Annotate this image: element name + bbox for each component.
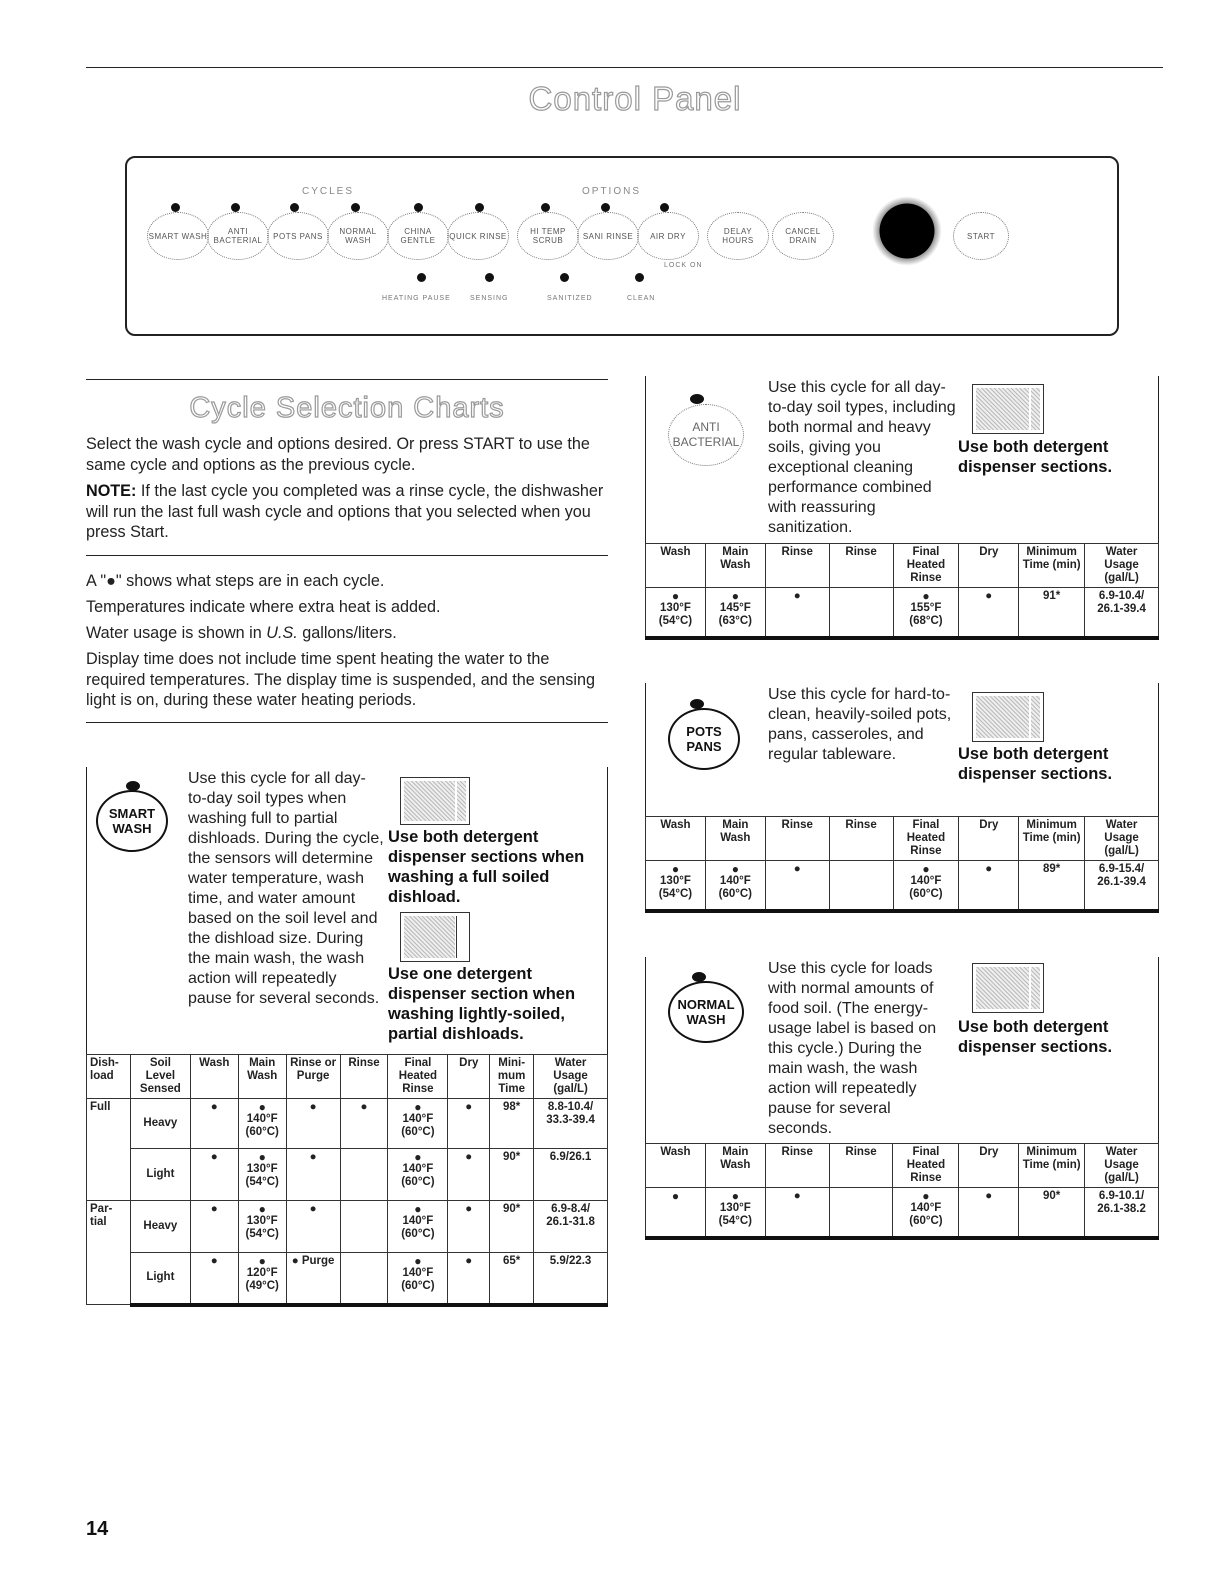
cell-wash-dot: ● <box>671 862 680 876</box>
cell-main-temp: 140°F (60°C) <box>245 1113 279 1138</box>
cell-wash: ● <box>190 1099 238 1149</box>
cell-soil: Heavy <box>130 1201 190 1253</box>
detergent-dispenser-icon <box>400 777 470 825</box>
dial-knob <box>872 196 942 266</box>
header-final-heated-rinse: Final Heated Rinse <box>893 817 959 861</box>
indicator-dot <box>290 203 299 212</box>
smart-wash-note-both: Use both detergent dispenser sections when washing a full soiled dishload. <box>388 828 585 906</box>
cell-rinse <box>340 1149 388 1201</box>
cell-final-temp: 140°F (60°C) <box>401 1163 435 1188</box>
indicator-dot <box>171 203 180 212</box>
cell-final-rinse <box>388 1099 448 1149</box>
header-wash: Wash <box>190 1055 238 1099</box>
control-panel-illustration <box>125 156 1119 336</box>
cell-final-dot: ● <box>414 1100 422 1114</box>
cell-wash <box>646 861 706 911</box>
china-gentle-button: CHINA GENTLE <box>387 212 449 260</box>
header-dry: Dry <box>959 1144 1019 1188</box>
cell-wash-temp: 130°F (54°C) <box>658 875 693 900</box>
cell-wash: ● <box>190 1253 238 1305</box>
cell-wash-temp: 130°F (54°C) <box>658 602 693 627</box>
status-sanitized: SANITIZED <box>547 295 593 302</box>
header-main-wash: Main Wash <box>238 1055 286 1099</box>
header-minimum-time: Minimum Time (min) <box>1019 817 1085 861</box>
cell-main-wash <box>705 861 765 911</box>
header-main-wash: Main Wash <box>705 544 765 588</box>
page-number: 14 <box>86 1518 109 1540</box>
cell-final-dot: ● <box>922 1189 930 1203</box>
pots-pans-badge: POTS PANS <box>668 708 740 770</box>
cell-main-wash <box>238 1149 286 1201</box>
cell-water: 6.9-10.1/ 26.1-38.2 <box>1085 1188 1159 1238</box>
cell-rinse: ● <box>765 588 829 638</box>
status-dot <box>635 273 644 282</box>
cell-final-temp: 155°F (68°C) <box>909 602 943 627</box>
anti-bacterial-button: ANTI BACTERIAL <box>207 212 269 260</box>
detergent-dispenser-icon <box>972 692 1044 742</box>
cell-dry: ● <box>959 1188 1019 1238</box>
quick-rinse-button: QUICK RINSE <box>447 212 509 260</box>
anti-bacterial-note: Use both detergent dispenser sections. <box>958 438 1113 476</box>
water-usage-b: gallons/liters. <box>297 624 397 642</box>
smart-wash-badge: SMART WASH <box>96 790 168 852</box>
header-rinse: Rinse <box>340 1055 388 1099</box>
smart-wash-table <box>86 1054 608 1307</box>
block-border-right <box>1158 376 1159 544</box>
legend-text: A "●" shows what steps are in each cycle. <box>86 572 385 590</box>
cell-soil: Heavy <box>130 1099 190 1149</box>
cell-final-dot: ● <box>414 1150 422 1164</box>
cell-final-rinse <box>388 1149 448 1201</box>
header-rinse: Rinse <box>829 544 893 588</box>
options-label: OPTIONS <box>582 186 642 197</box>
water-usage-a: Water usage is shown in <box>86 624 267 642</box>
cell-rinse <box>340 1253 388 1305</box>
header-water-usage: Water Usage (gal/L) <box>1085 1144 1159 1188</box>
block-border-left <box>645 683 646 817</box>
cell-wash <box>646 1188 706 1238</box>
pots-pans-description: Use this cycle for hard-to-clean, heavily-soiled pots, pans, casseroles, and regular tableware. <box>768 686 952 763</box>
cell-time: 90* <box>1019 1188 1085 1238</box>
cell-rinse <box>340 1201 388 1253</box>
top-rule <box>86 67 1163 68</box>
indicator-dot <box>541 203 550 212</box>
cell-dry: ● <box>448 1253 490 1305</box>
cell-main-wash <box>238 1099 286 1149</box>
header-main-wash: Main Wash <box>705 817 765 861</box>
cell-main-dot: ● <box>731 862 739 876</box>
normal-wash-table <box>645 1143 1159 1240</box>
status-heating-pause: HEATING PAUSE <box>382 295 451 302</box>
status-dot <box>485 273 494 282</box>
cell-main-temp: 140°F (60°C) <box>718 875 753 900</box>
cell-final-rinse <box>893 1188 959 1238</box>
normal-wash-button: NORMAL WASH <box>327 212 389 260</box>
header-dry: Dry <box>448 1055 490 1099</box>
sani-rinse-button: SANI RINSE <box>577 212 639 260</box>
cell-dry: ● <box>959 861 1019 911</box>
cell-wash-dot: ● <box>671 1189 680 1203</box>
header-dry: Dry <box>959 544 1019 588</box>
water-usage-text <box>86 623 608 644</box>
divider <box>86 722 608 723</box>
intro-paragraph: Select the wash cycle and options desired. Or press START to use the same cycle and options as the previous cycle. <box>86 435 590 474</box>
cell-main-temp: 130°F (54°C) <box>245 1163 279 1188</box>
section-title: Cycle Selection Charts <box>189 392 505 424</box>
cell-main-dot: ● <box>731 589 739 603</box>
cell-rinse: ● <box>340 1099 388 1149</box>
cell-rinse-purge: ● <box>286 1201 340 1253</box>
air-dry-button: AIR DRY <box>637 212 699 260</box>
cell-wash: ● <box>190 1201 238 1253</box>
header-final-heated-rinse: Final Heated Rinse <box>388 1055 448 1099</box>
lock-label: LOCK ON <box>664 262 703 269</box>
cell-time: 89* <box>1019 861 1085 911</box>
cell-water: 6.9-8.4/ 26.1-31.8 <box>534 1201 608 1253</box>
normal-wash-badge: NORMAL WASH <box>668 981 744 1043</box>
cell-main-temp: 120°F (49°C) <box>245 1267 279 1292</box>
cell-final-rinse <box>388 1253 448 1305</box>
detergent-dispenser-icon <box>400 912 470 962</box>
header-wash: Wash <box>646 544 706 588</box>
cell-dry: ● <box>448 1201 490 1253</box>
cell-rinse: ● <box>765 861 829 911</box>
pots-pans-note: Use both detergent dispenser sections. <box>958 745 1113 783</box>
header-rinse: Rinse <box>765 817 829 861</box>
badge-dot <box>690 394 704 404</box>
pots-pans-table <box>645 816 1159 913</box>
cell-dry: ● <box>448 1149 490 1201</box>
indicator-dot <box>475 203 484 212</box>
cell-main-temp: 130°F (54°C) <box>245 1215 279 1240</box>
header-minimum-time: Mini-mum Time <box>490 1055 534 1099</box>
cell-final-dot: ● <box>414 1254 422 1268</box>
cell-dishload: Par-tial <box>87 1201 131 1305</box>
cell-rinse-purge: ● <box>286 1099 340 1149</box>
cell-wash: ● <box>190 1149 238 1201</box>
start-button: START <box>953 212 1009 260</box>
header-final-heated-rinse: Final Heated Rinse <box>893 1144 959 1188</box>
header-dry: Dry <box>959 817 1019 861</box>
cell-main-temp: 130°F (54°C) <box>718 1202 752 1227</box>
cell-time: 90* <box>490 1201 534 1253</box>
cell-rinse <box>829 588 893 638</box>
block-border-right <box>1158 957 1159 1143</box>
cell-wash-dot: ● <box>671 589 680 603</box>
cell-time: 91* <box>1019 588 1085 638</box>
indicator-dot <box>414 203 423 212</box>
delay-hours-button: DELAY HOURS <box>707 212 769 260</box>
cell-main-dot: ● <box>258 1100 266 1114</box>
cell-water: 6.9/26.1 <box>534 1149 608 1201</box>
cell-soil: Light <box>130 1149 190 1201</box>
header-rinse: Rinse <box>829 1144 893 1188</box>
anti-bacterial-description: Use this cycle for all day-to-day soil types, including both normal and heavy soils, giving you exceptional cleaning performance combined with reassuring sanitization. <box>768 379 956 536</box>
header-water-usage: Water Usage (gal/L) <box>1085 817 1159 861</box>
detergent-dispenser-icon <box>972 384 1044 434</box>
block-border-left <box>86 767 87 1055</box>
note-paragraph <box>86 481 608 543</box>
note-text: If the last cycle you completed was a rinse cycle, the dishwasher will run the last full wash cycle and options that you selected when you press Start. <box>86 482 604 541</box>
smart-wash-button: SMART WASH <box>147 212 209 260</box>
cancel-drain-button: CANCEL DRAIN <box>772 212 834 260</box>
water-usage-us: U.S. <box>266 624 298 642</box>
cell-final-temp: 140°F (60°C) <box>909 875 943 900</box>
section-rule <box>86 379 608 380</box>
cell-rinse-purge: ● Purge <box>286 1253 340 1305</box>
indicator-dot <box>660 203 669 212</box>
indicator-dot <box>601 203 610 212</box>
block-border-left <box>645 957 646 1143</box>
page-title: Control Panel <box>528 80 742 117</box>
display-time-text: Display time does not include time spent heating the water to the required temperatures. The display time is suspended, and the sensing light is on, during these water heating periods. <box>86 650 596 709</box>
cell-wash <box>646 588 706 638</box>
hi-temp-scrub-button: HI TEMP SCRUB <box>517 212 579 260</box>
block-border-left <box>645 376 646 544</box>
header-wash: Wash <box>646 1144 706 1188</box>
status-dot <box>560 273 569 282</box>
cell-final-temp: 140°F (60°C) <box>909 1202 943 1227</box>
header-wash: Wash <box>646 817 706 861</box>
cell-dry: ● <box>448 1099 490 1149</box>
note-label: NOTE: <box>86 482 137 500</box>
cell-main-temp: 145°F (63°C) <box>718 602 753 627</box>
anti-bacterial-badge: ANTI BACTERIAL <box>668 404 744 466</box>
header-minimum-time: Minimum Time (min) <box>1019 1144 1085 1188</box>
header-rinse: Rinse <box>829 817 893 861</box>
cell-rinse <box>829 861 893 911</box>
cell-water: 5.9/22.3 <box>534 1253 608 1305</box>
header-rinse: Rinse <box>765 1144 829 1188</box>
cell-final-rinse <box>893 861 959 911</box>
cell-final-rinse <box>893 588 959 638</box>
header-main-wash: Main Wash <box>705 1144 765 1188</box>
cell-water: 8.8-10.4/ 33.3-39.4 <box>534 1099 608 1149</box>
smart-wash-description: Use this cycle for all day-to-day soil types when washing full to partial dishloads. During the cycle, the sensors will determine water temperature, wash time, and water amount based on the soil level and the dishload size. During the main wash, the wash action will repeatedly pause for several seconds. <box>188 770 384 1007</box>
cell-main-dot: ● <box>258 1254 266 1268</box>
header-rinse: Rinse <box>765 544 829 588</box>
smart-wash-note-one: Use one detergent dispenser section when washing lightly-soiled, partial dishloads. <box>388 965 576 1043</box>
header-water-usage: Water Usage (gal/L) <box>534 1055 608 1099</box>
cycles-label: CYCLES <box>302 186 355 197</box>
indicator-dot <box>351 203 360 212</box>
temperature-text: Temperatures indicate where extra heat is added. <box>86 598 441 616</box>
status-sensing: SENSING <box>470 295 509 302</box>
block-border-right <box>607 767 608 1055</box>
cell-dry: ● <box>959 588 1019 638</box>
cell-rinse-purge: ● <box>286 1149 340 1201</box>
divider <box>86 555 608 556</box>
cell-final-dot: ● <box>922 589 930 603</box>
cell-water: 6.9-15.4/ 26.1-39.4 <box>1085 861 1159 911</box>
header-minimum-time: Minimum Time (min) <box>1019 544 1085 588</box>
cell-final-temp: 140°F (60°C) <box>401 1267 435 1292</box>
cell-time: 65* <box>490 1253 534 1305</box>
cell-final-dot: ● <box>922 862 930 876</box>
pots-pans-button: POTS PANS <box>267 212 329 260</box>
cell-water: 6.9-10.4/ 26.1-39.4 <box>1085 588 1159 638</box>
cell-main-dot: ● <box>258 1202 266 1216</box>
detergent-dispenser-icon <box>972 963 1044 1013</box>
normal-wash-description: Use this cycle for loads with normal amounts of food soil. (The energy-usage label is based on this cycle.) During the main wash, the wash action will repeatedly pause for several seconds. <box>768 960 937 1137</box>
cell-final-rinse <box>388 1201 448 1253</box>
header-soil-level: Soil Level Sensed <box>130 1055 190 1099</box>
cell-main-wash <box>705 588 765 638</box>
cell-time: 98* <box>490 1099 534 1149</box>
cell-dishload: Full <box>87 1099 131 1201</box>
cell-final-dot: ● <box>414 1202 422 1216</box>
cell-main-wash <box>238 1201 286 1253</box>
anti-bacterial-table <box>645 543 1159 640</box>
status-clean: CLEAN <box>627 295 656 302</box>
header-rinse-or-purge: Rinse or Purge <box>286 1055 340 1099</box>
indicator-dot <box>231 203 240 212</box>
block-border-right <box>1158 683 1159 817</box>
header-water-usage: Water Usage (gal/L) <box>1085 544 1159 588</box>
cell-final-temp: 140°F (60°C) <box>401 1215 435 1240</box>
normal-wash-note: Use both detergent dispenser sections. <box>958 1018 1113 1056</box>
header-final-heated-rinse: Final Heated Rinse <box>893 544 959 588</box>
cell-rinse <box>829 1188 893 1238</box>
cell-time: 90* <box>490 1149 534 1201</box>
cell-main-dot: ● <box>731 1189 739 1203</box>
cell-main-dot: ● <box>258 1150 266 1164</box>
cell-main-wash <box>705 1188 765 1238</box>
cell-soil: Light <box>130 1253 190 1305</box>
cell-rinse: ● <box>765 1188 829 1238</box>
header-dishload: Dish-load <box>87 1055 131 1099</box>
cell-final-temp: 140°F (60°C) <box>401 1113 435 1138</box>
status-dot <box>417 273 426 282</box>
cell-main-wash <box>238 1253 286 1305</box>
